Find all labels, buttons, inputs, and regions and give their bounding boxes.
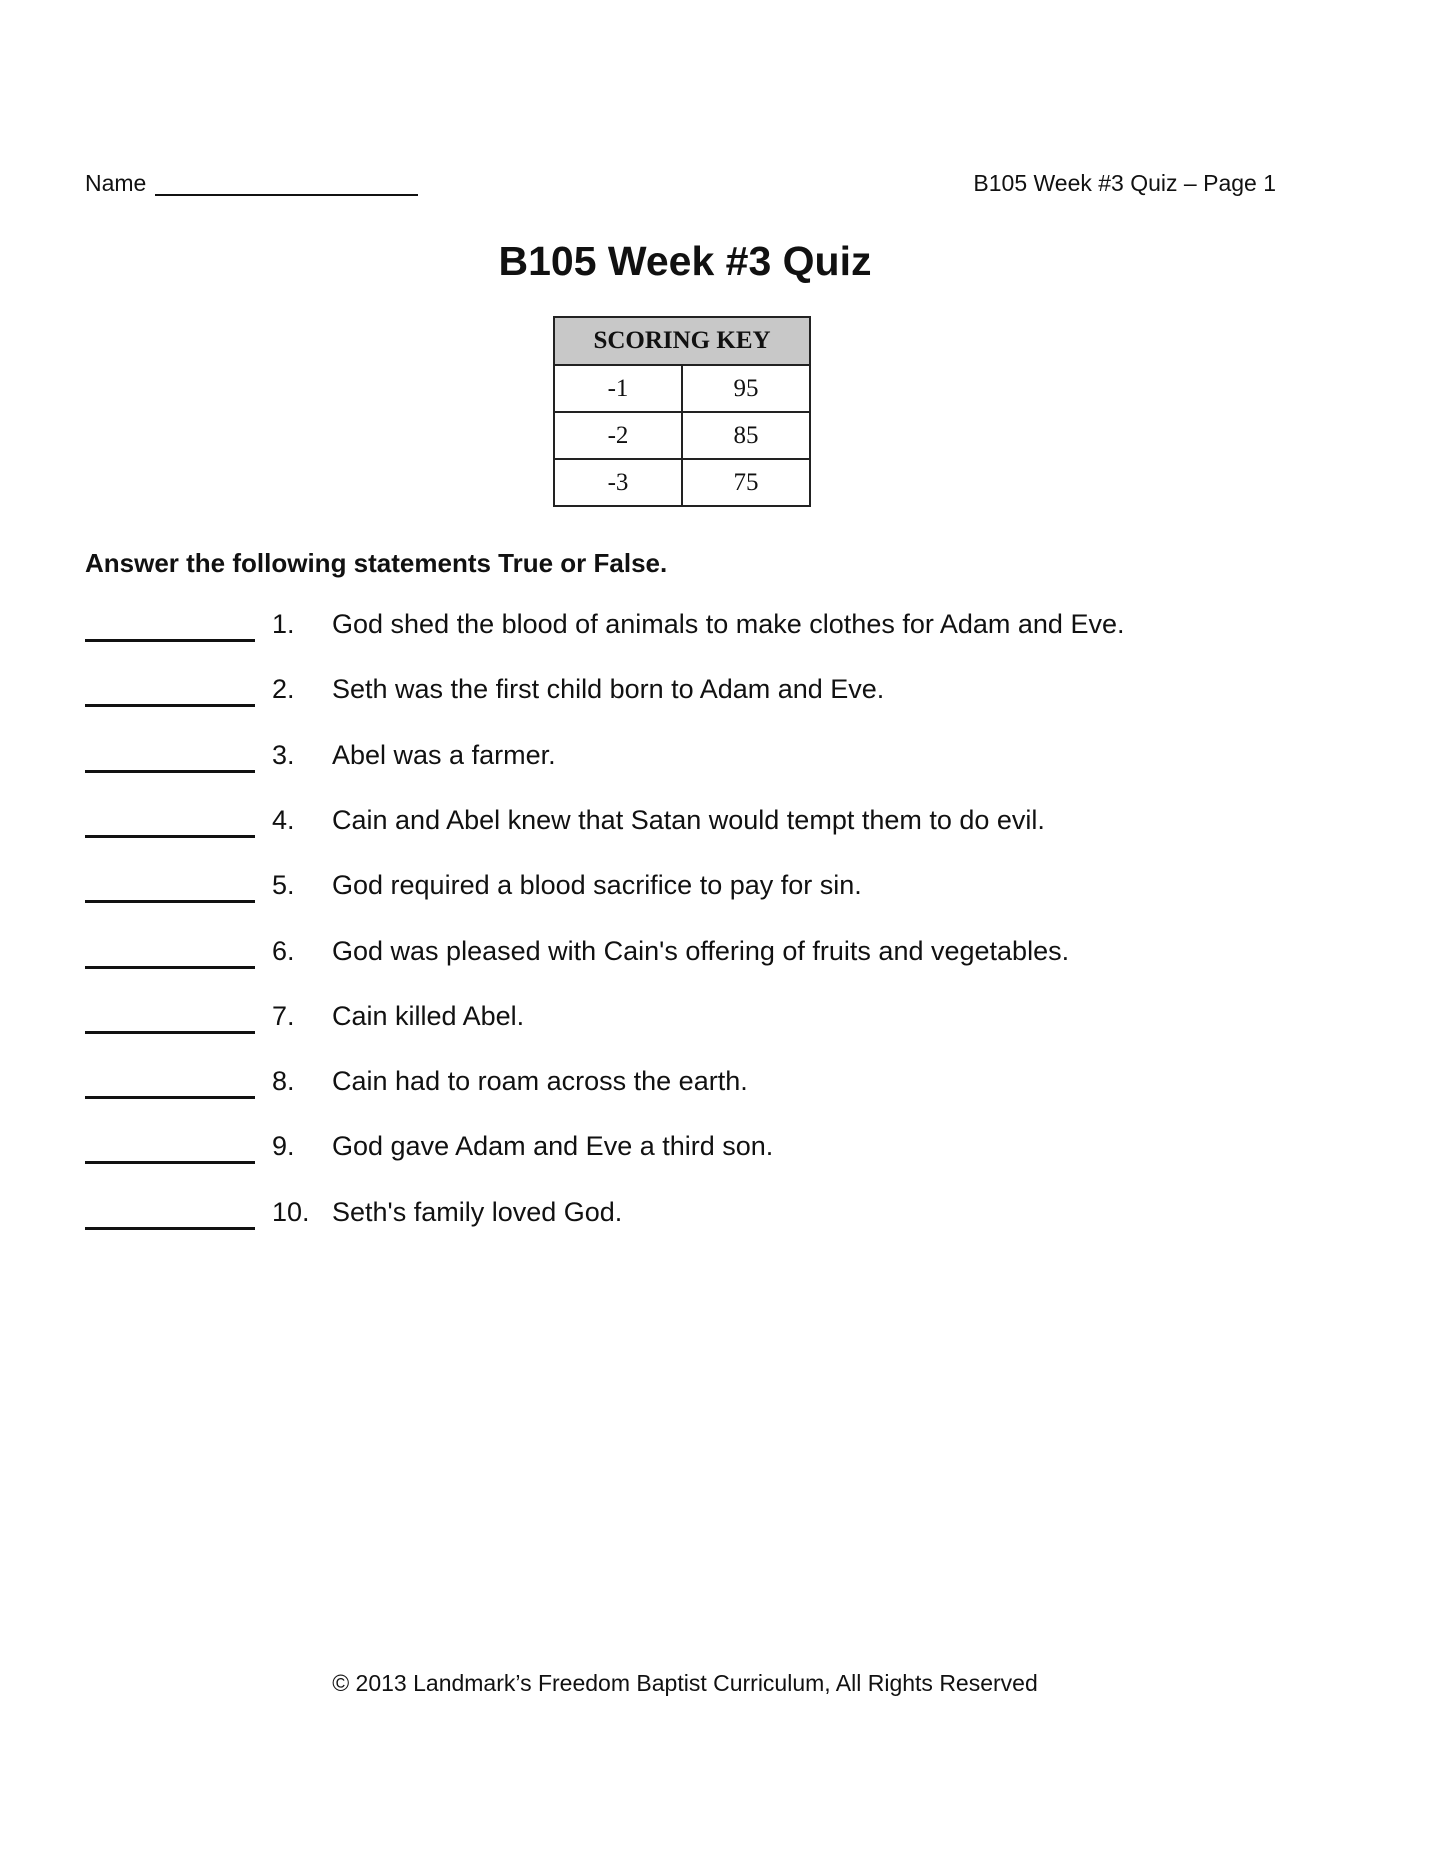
question-item	[85, 1066, 1285, 1106]
answer-blank[interactable]	[85, 1031, 255, 1034]
question-text: Cain and Abel knew that Satan would tempt them to do evil.	[332, 804, 1045, 835]
question-item	[85, 740, 1285, 780]
question-item	[85, 674, 1285, 714]
question-text: Seth's family loved God.	[332, 1196, 623, 1227]
question-number: 10.	[272, 1196, 310, 1227]
question-text: God shed the blood of animals to make clothes for Adam and Eve.	[332, 609, 1125, 639]
question-text: God gave Adam and Eve a third son.	[332, 1131, 774, 1162]
name-field-line[interactable]	[155, 194, 418, 196]
question-text: Cain killed Abel.	[332, 1000, 525, 1031]
question-text: God was pleased with Cain's offering of fruits and vegetables.	[332, 935, 1070, 966]
score-cell: 85	[682, 412, 810, 459]
deduction-cell: -1	[554, 365, 682, 412]
score-cell: 95	[682, 365, 810, 412]
deduction-cell: -2	[554, 412, 682, 459]
question-number: 5.	[272, 870, 295, 901]
question-item	[85, 1001, 1285, 1041]
question-item	[85, 1197, 1285, 1237]
answer-blank[interactable]	[85, 1161, 255, 1164]
table-row	[554, 365, 810, 412]
question-number: 7.	[272, 1000, 295, 1031]
question-number: 6.	[272, 935, 295, 966]
question-number: 9.	[272, 1131, 295, 1162]
instructions: Answer the following statements True or False.	[85, 548, 668, 578]
answer-blank[interactable]	[85, 704, 255, 707]
table-row	[554, 459, 810, 506]
answer-blank[interactable]	[85, 639, 255, 642]
answer-blank[interactable]	[85, 770, 255, 773]
deduction-cell: -3	[554, 459, 682, 506]
question-number: 4.	[272, 804, 295, 835]
scoring-key-table	[553, 316, 811, 507]
score-cell: 75	[682, 459, 810, 506]
question-item	[85, 805, 1285, 845]
question-text: Abel was a farmer.	[332, 739, 556, 770]
answer-blank[interactable]	[85, 1227, 255, 1230]
question-number: 3.	[272, 739, 295, 770]
page-reference: B105 Week #3 Quiz – Page 1	[973, 170, 1276, 196]
answer-blank[interactable]	[85, 835, 255, 838]
answer-blank[interactable]	[85, 966, 255, 969]
name-label: Name	[85, 170, 147, 196]
question-number: 8.	[272, 1066, 295, 1097]
scoring-key-heading: SCORING KEY	[554, 317, 810, 365]
answer-blank[interactable]	[85, 900, 255, 903]
question-number: 2.	[272, 674, 295, 705]
question-item	[85, 609, 1285, 649]
question-item	[85, 936, 1285, 976]
answer-blank[interactable]	[85, 1096, 255, 1099]
question-item	[85, 1131, 1285, 1171]
question-text: Cain had to roam across the earth.	[332, 1066, 748, 1097]
page-title: B105 Week #3 Quiz	[498, 238, 872, 284]
copyright-footer: © 2013 Landmark’s Freedom Baptist Curriculum, All Rights Reserved	[332, 1670, 1038, 1696]
table-row	[554, 412, 810, 459]
question-text: Seth was the first child born to Adam and Eve.	[332, 674, 885, 705]
question-item	[85, 870, 1285, 910]
question-text: God required a blood sacrifice to pay for sin.	[332, 870, 862, 901]
question-number: 1.	[272, 609, 295, 639]
